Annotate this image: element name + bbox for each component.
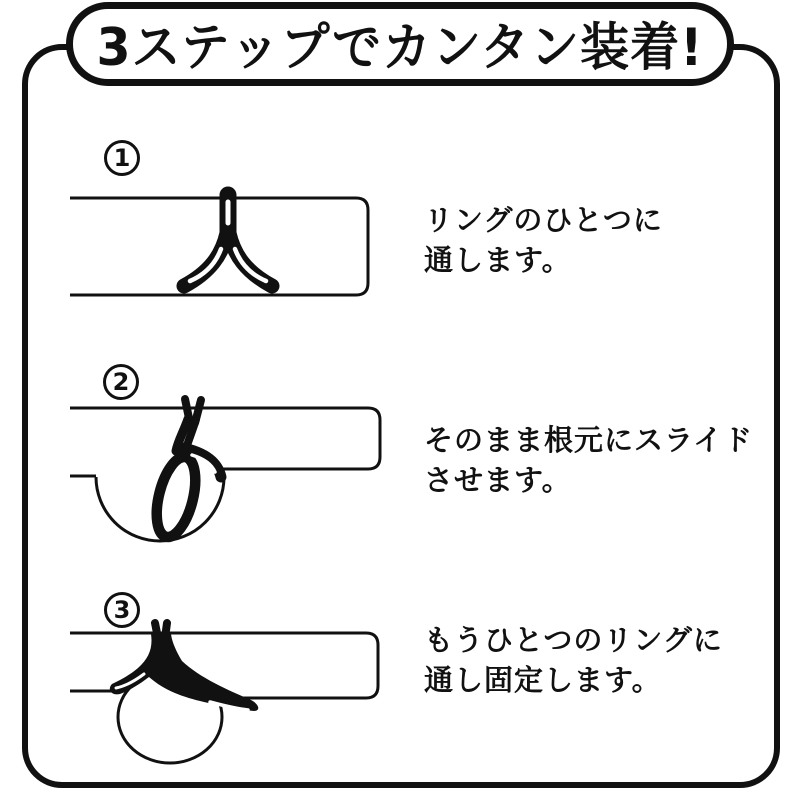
step-3-illustration bbox=[70, 618, 385, 773]
step-2-badge bbox=[103, 364, 139, 400]
step-1-badge bbox=[104, 140, 140, 176]
step-3-caption-line-1: もうひとつのリングに bbox=[424, 623, 723, 657]
silicone-loop-icon bbox=[184, 195, 272, 286]
step-2-caption bbox=[424, 420, 753, 500]
step-3-badge bbox=[104, 592, 140, 628]
step-1-caption bbox=[424, 200, 663, 280]
step-1-caption-line-2: 通します。 bbox=[424, 243, 572, 277]
step-2-caption-line-1: そのまま根元にスライド bbox=[424, 423, 754, 457]
step-2-number: 2 bbox=[112, 368, 130, 396]
step-3-caption-line-2: 通し固定します。 bbox=[424, 663, 662, 697]
step-3-caption bbox=[424, 620, 723, 700]
silicone-loop-icon bbox=[150, 399, 221, 541]
step-2-illustration bbox=[70, 393, 385, 560]
page-title: 3ステップでカンタン装着! bbox=[96, 17, 704, 78]
header-banner bbox=[66, 2, 734, 86]
strap-band-graphic bbox=[70, 408, 380, 476]
step-3-number: 3 bbox=[113, 596, 131, 624]
step-1-number: 1 bbox=[113, 144, 131, 172]
step-1-illustration bbox=[70, 175, 380, 310]
step-2-caption-line-2: させます。 bbox=[424, 463, 572, 497]
step-1-caption-line-1: リングのひとつに bbox=[424, 203, 663, 237]
